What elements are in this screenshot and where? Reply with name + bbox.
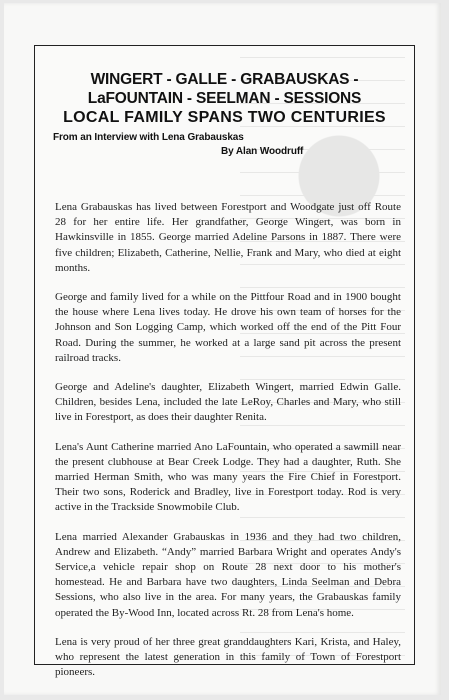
title-line-1: WINGERT - GALLE - GRABAUSKAS - xyxy=(90,71,359,88)
title-line-2: LaFOUNTAIN - SEELMAN - SESSIONS xyxy=(87,90,362,107)
paragraph: Lena's Aunt Catherine married Ano LaFountain, who operated a sawmill near the present clubhouse at Bear Creek Lodge. They had a daughter, Ruth. She married Herman Smith, who was many years the Fire Chief in Forestport. Their two sons, Roderick and Bradley, live in Forestport today. Rod is very active in the Trackside Snowmobile Club. xyxy=(55,440,401,514)
article-frame xyxy=(34,45,415,679)
title-line-3: LOCAL FAMILY SPANS TWO CENTURIES xyxy=(63,109,386,126)
paragraph: Lena married Alexander Grabauskas in 1936 and they had two children, Andrew and Elizabeth. “Andy” married Barbara Wright and operates Andy's Service,a vehicle repair shop on Route 28 next door to his mother's homestead. He and Barbara have two daughters, Linda Seelman and Debra Sessions, who also live in the area. For many years, the Grabauskas family operated the By-Wood Inn, located across Rt. 28 from Lena's home. xyxy=(55,530,401,619)
booklet-page xyxy=(4,3,441,695)
paragraph: George and Adeline's daughter, Elizabeth Wingert, married Edwin Galle. Children, besides Lena, included the late LeRoy, Charles and Mary, who still live in Forestport, as does their daughter Renita. xyxy=(55,381,401,424)
paragraph: George and family lived for a while on the Pittfour Road and in 1900 bought the house where Lena lives today. He drove his own team of horses for the Johnson and Son Logging Camp, which worked off the end of the Pitt Four Road. During the summer, he worked at a large sand pit across the present railroad tracks. xyxy=(55,291,401,364)
article-byline: By Alan Woodruff xyxy=(221,146,304,157)
paragraph: Lena Grabauskas has lived between Forestport and Woodgate just off Route 28 for her entire life. Her grandfather, George Wingert, was born in Hawkinsville in 1855. George married Adeline Parsons in 1887. There were five children; Elizabeth, Catherine, Nellie, Frank and Mary, who died at eight months. xyxy=(55,201,401,274)
article-heading xyxy=(35,70,414,128)
article-subtitle: From an Interview with Lena Grabauskas xyxy=(53,132,244,143)
paragraph: Lena is very proud of her three great granddaughters Kari, Krista, and Haley, who represent the latest generation in this family of Town of Forestport pioneers. xyxy=(55,635,401,679)
article-body xyxy=(55,200,401,694)
